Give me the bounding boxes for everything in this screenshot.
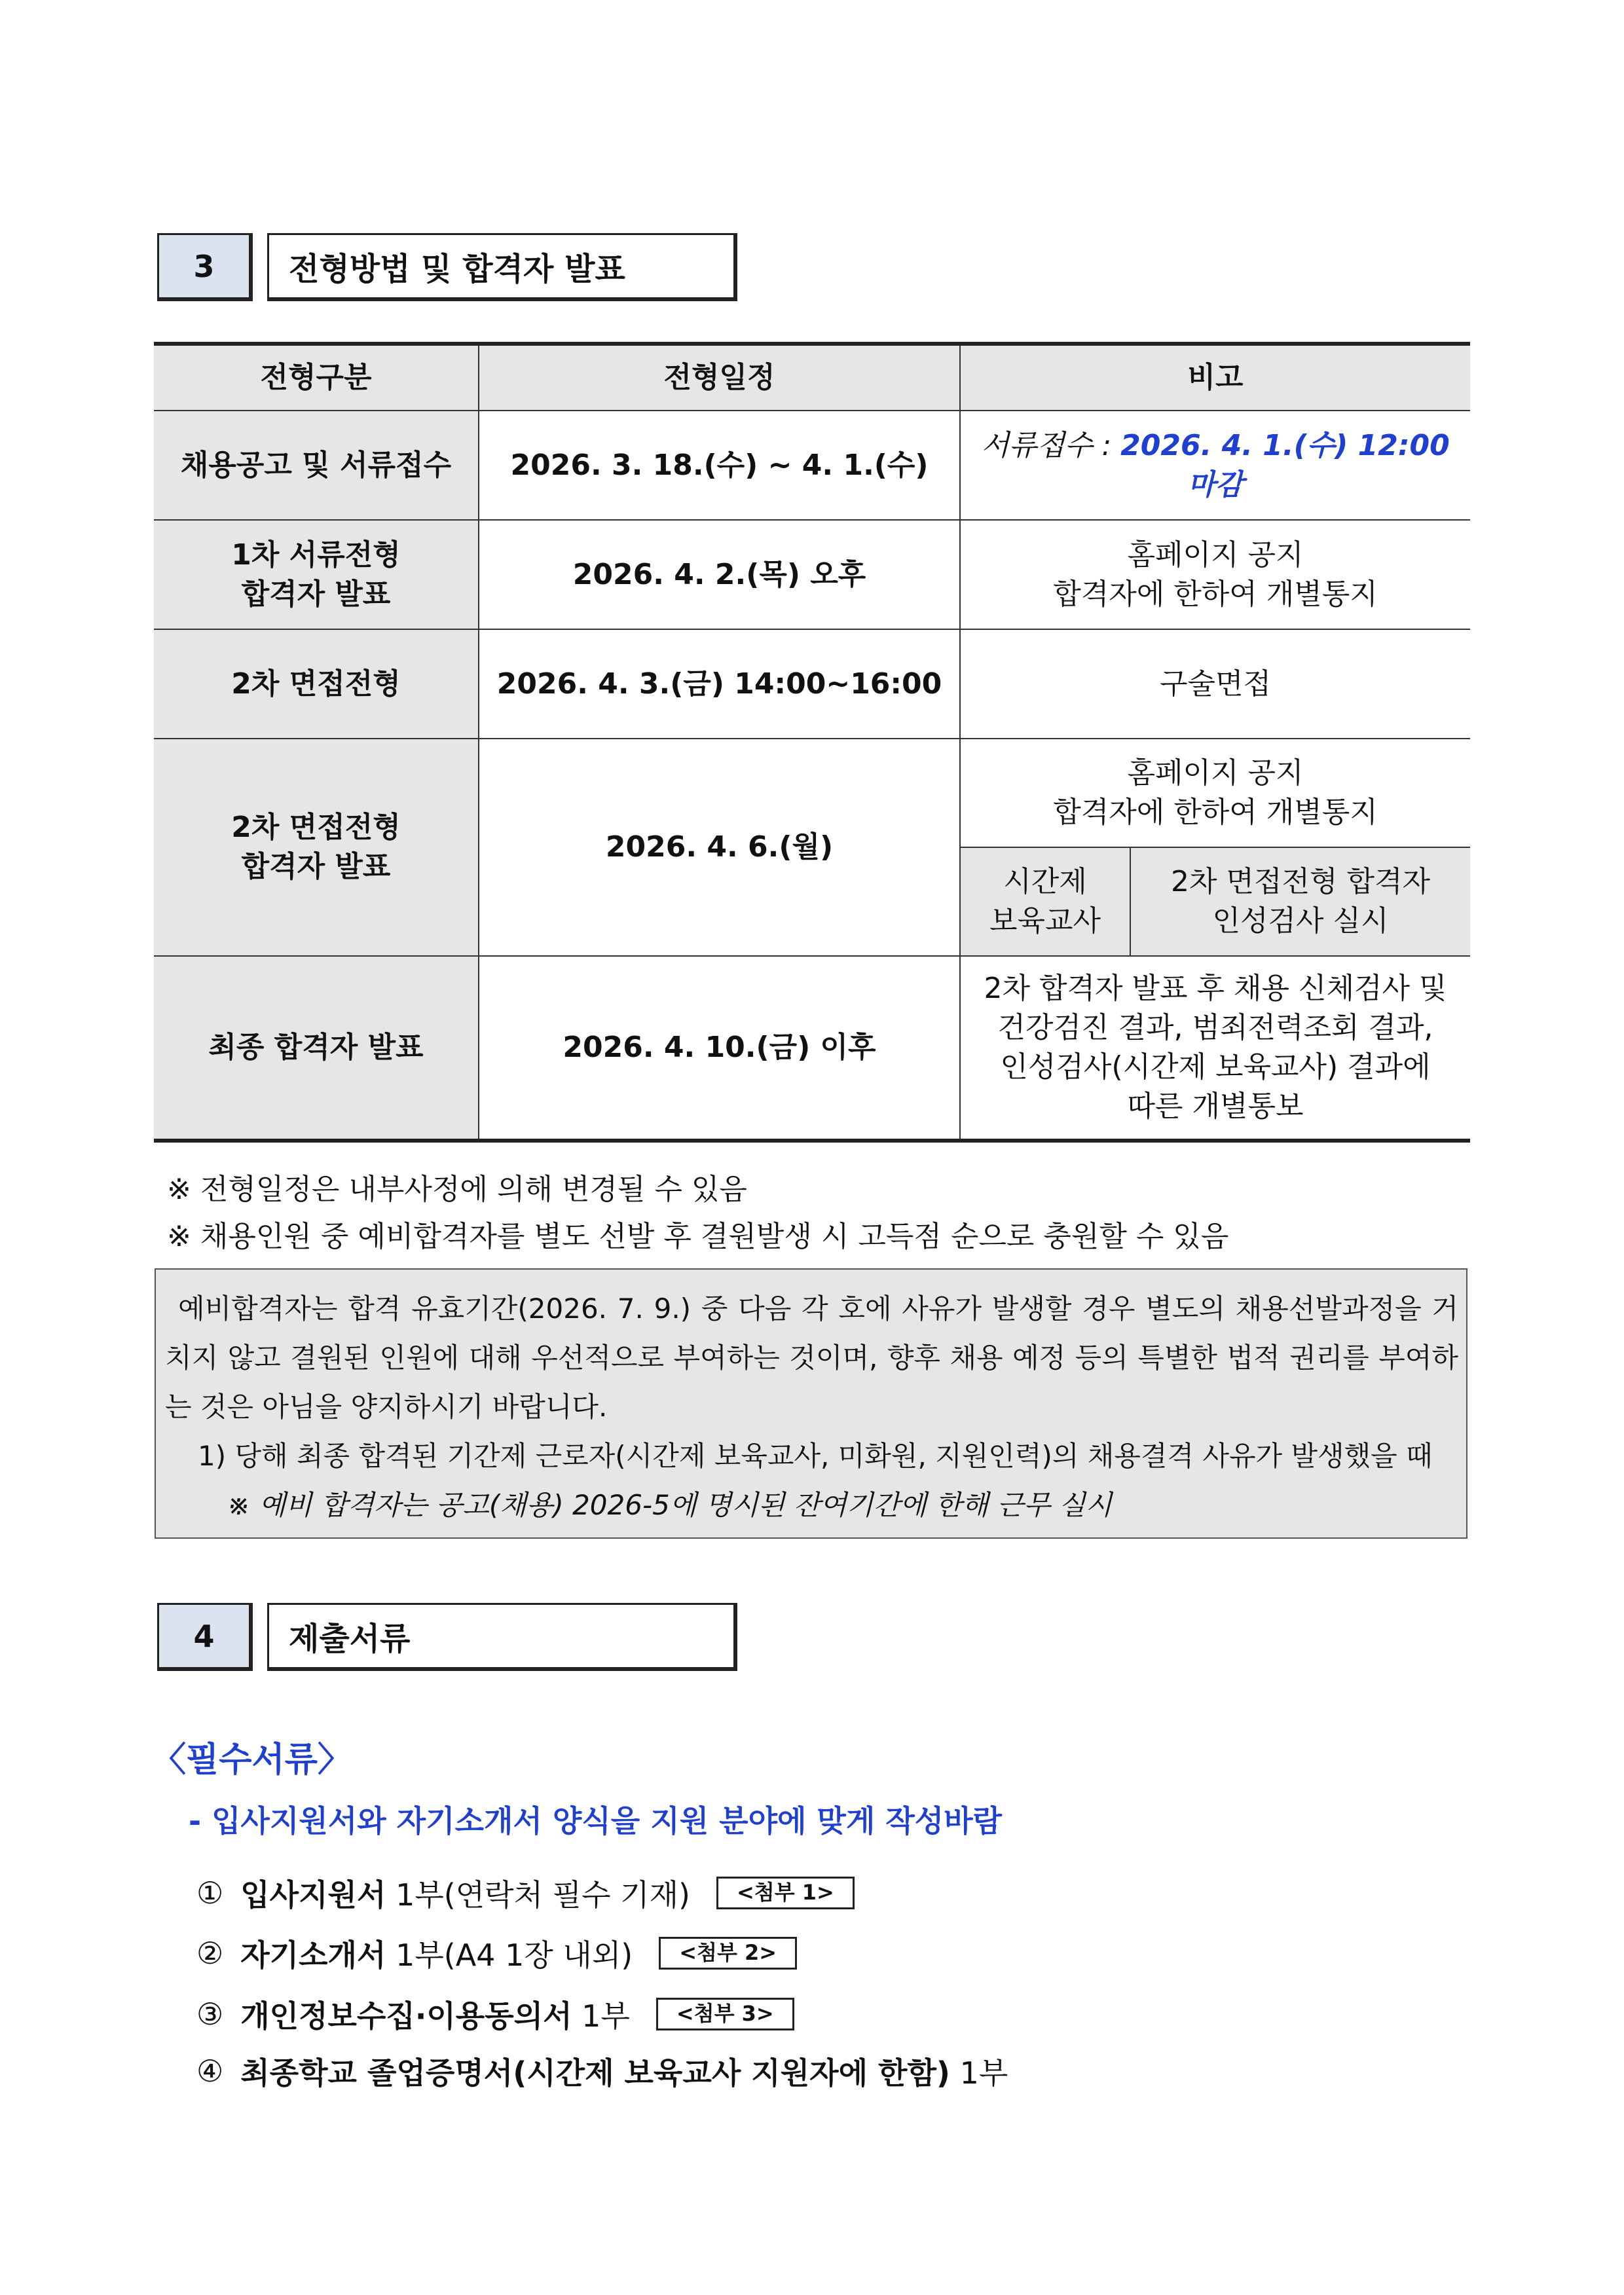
row-date: 2026. 4. 3.(금) 14:00~16:00 — [479, 629, 960, 739]
row-date: 2026. 4. 2.(목) 오후 — [479, 520, 960, 629]
attachment-badge: <첨부 1> — [716, 1877, 855, 1909]
sub-label-line: 시간제 — [1003, 865, 1087, 898]
sub-note-line: 2차 면접전형 합격자 — [1171, 865, 1430, 898]
row-date: 2026. 4. 6.(월) — [479, 739, 960, 956]
header-category: 전형구분 — [154, 344, 479, 411]
list-item — [196, 1932, 797, 1975]
item-name: 최종학교 졸업증명서(시간제 보육교사 지원자에 한함) — [240, 2055, 950, 2091]
selection-schedule-table — [154, 342, 1470, 1143]
reserve-item-note: ※ 예비 합격자는 공고(채용) 2026-5에 명시된 잔여기간에 한해 근무 실시 — [227, 1489, 1113, 1521]
row-date: 2026. 4. 10.(금) 이후 — [479, 956, 960, 1141]
item-name: 입사지원서 — [240, 1877, 386, 1913]
table-row — [154, 629, 1470, 739]
item-number: ④ — [196, 2053, 224, 2089]
table-header-row — [154, 344, 1470, 411]
category-line: 2차 면접전형 — [231, 811, 401, 844]
table-row — [154, 411, 1470, 520]
row-category: 채용공고 및 서류접수 — [154, 411, 479, 520]
row-category: 2차 면접전형 — [154, 629, 479, 739]
remark-line: 합격자에 한하여 개별통지 — [1053, 796, 1378, 829]
reserve-paragraph: 예비합격자는 합격 유효기간(2026. 7. 9.) 중 다음 각 호에 사유가 발생할 경우 별도의 채용선발과정을 거치지 않고 결원된 인원에 대해 우선적으로 부여하는 것이며, 향후 채용 예정 등의 특별한 법적 권리를 부여하는 것은 아님을 양지하시기 바랍니다. — [165, 1293, 1458, 1423]
category-line: 1차 서류전형 — [231, 538, 401, 572]
header-remarks: 비고 — [960, 344, 1470, 411]
row-remark — [960, 411, 1470, 520]
header-schedule: 전형일정 — [479, 344, 960, 411]
row-category: 최종 합격자 발표 — [154, 956, 479, 1141]
remark-line: 2차 합격자 발표 후 채용 신체검사 및 — [984, 972, 1447, 1005]
item-number: ② — [196, 1936, 224, 1971]
item-number: ① — [196, 1875, 224, 1911]
required-docs-title: 〈필수서류〉 — [152, 1740, 352, 1780]
section-title: 제출서류 — [267, 1603, 737, 1671]
row-category — [154, 739, 479, 956]
sub-label-line: 보육교사 — [989, 904, 1101, 938]
item-name: 자기소개서 — [240, 1937, 386, 1973]
remark-line: 홈페이지 공지 — [1127, 538, 1304, 572]
remark-line: 합격자에 한하여 개별통지 — [1053, 577, 1378, 611]
remark-line: 따른 개별통보 — [1127, 1090, 1304, 1123]
sub-remark-note — [1130, 847, 1470, 956]
row-remark — [960, 739, 1470, 847]
table-row — [154, 739, 1470, 847]
sub-remark-label — [960, 847, 1130, 956]
item-desc: 1부(A4 1장 내외) — [396, 1937, 633, 1973]
reserve-item: 1) 당해 최종 합격된 기간제 근로자(시간제 보육교사, 미화원, 지원인력)의 채용결격 사유가 발생했을 때 — [198, 1440, 1433, 1472]
remark-line: 인성검사(시간제 보육교사) 결과에 — [1000, 1050, 1431, 1084]
attachment-badge: <첨부 3> — [656, 1998, 794, 2030]
item-number: ③ — [196, 1996, 224, 2032]
required-docs-instruction: - 입사지원서와 자기소개서 양식을 지원 분야에 맞게 작성바람 — [189, 1803, 1003, 1839]
section-title: 전형방법 및 합격자 발표 — [267, 233, 737, 301]
category-line: 합격자 발표 — [241, 850, 391, 883]
remark-line: 홈페이지 공지 — [1127, 756, 1304, 790]
list-item — [196, 1871, 855, 1915]
sub-note-line: 인성검사 실시 — [1212, 904, 1389, 938]
attachment-badge: <첨부 2> — [659, 1937, 797, 1970]
row-category — [154, 520, 479, 629]
remark-line: 건강검진 결과, 범죄전력조회 결과, — [997, 1011, 1433, 1044]
item-desc: 1부(연락처 필수 기재) — [396, 1877, 690, 1913]
deadline-value: 2026. 4. 1.(수) 12:00 마감 — [1120, 428, 1450, 502]
schedule-change-note: ※ 전형일정은 내부사정에 의해 변경될 수 있음 — [167, 1173, 747, 1206]
row-date: 2026. 3. 18.(수) ~ 4. 1.(수) — [479, 411, 960, 520]
section-number: 4 — [157, 1603, 253, 1671]
reserve-candidate-box — [155, 1268, 1467, 1539]
row-remark: 구술면접 — [960, 629, 1470, 739]
remark-label: 서류접수 : — [981, 428, 1121, 462]
table-row — [154, 956, 1470, 1141]
row-remark — [960, 520, 1470, 629]
item-desc: 1부 — [959, 2055, 1008, 2091]
item-name: 개인정보수집·이용동의서 — [240, 1998, 572, 2034]
item-desc: 1부 — [581, 1998, 630, 2034]
category-line: 합격자 발표 — [241, 577, 391, 611]
list-item — [196, 1992, 794, 2036]
reserve-selection-note: ※ 채용인원 중 예비합격자를 별도 선발 후 결원발생 시 고득점 순으로 충원할 수 있음 — [167, 1220, 1229, 1253]
row-remark — [960, 956, 1470, 1141]
list-item — [196, 2049, 1008, 2093]
table-row — [154, 520, 1470, 629]
section-number: 3 — [157, 233, 253, 301]
